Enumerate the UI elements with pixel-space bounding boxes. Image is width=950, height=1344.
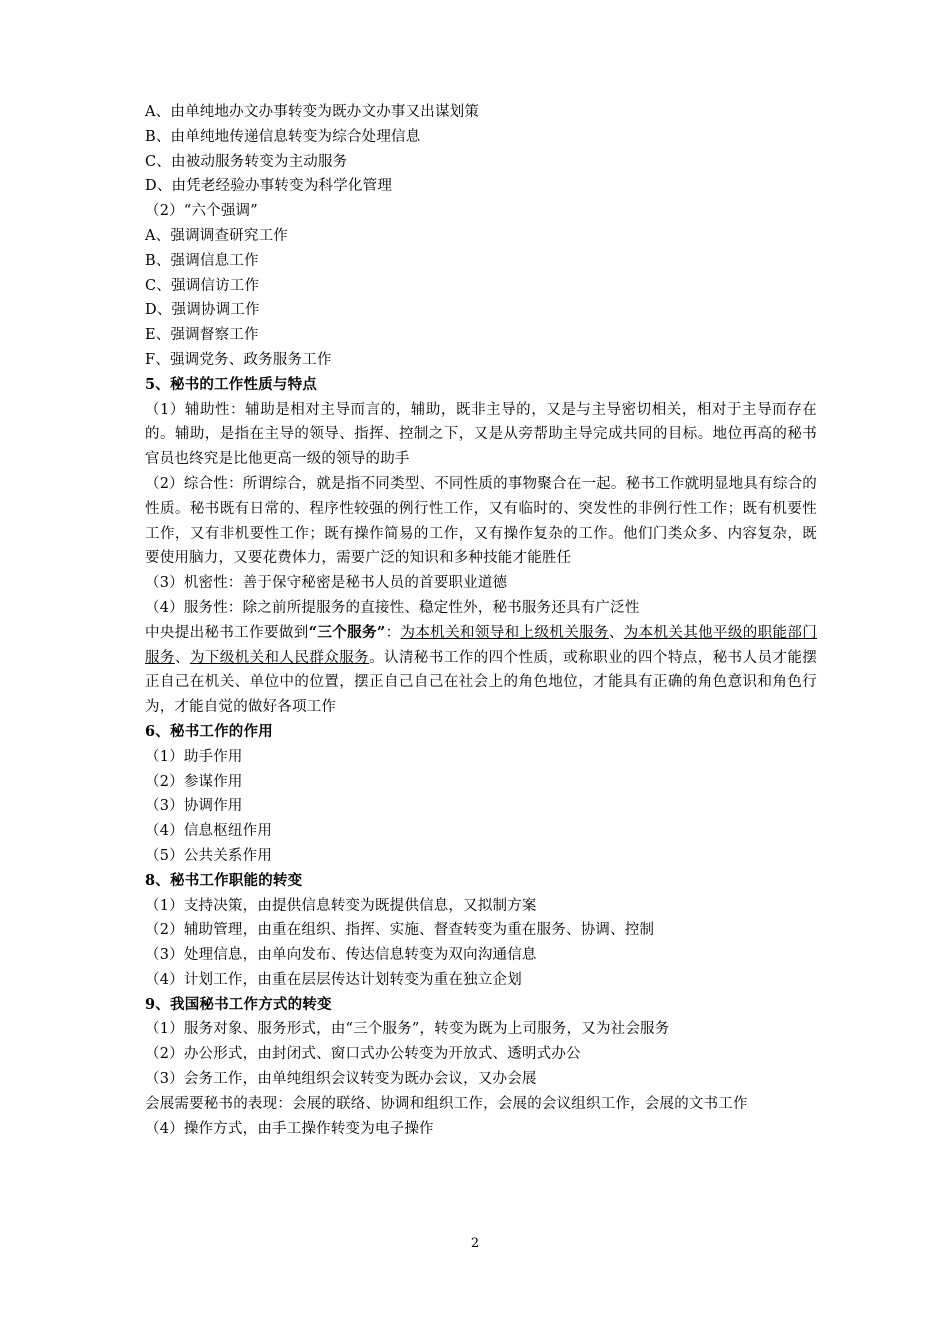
text-span: 、: [174, 649, 190, 666]
list-item: （3）协调作用: [145, 798, 243, 815]
text-line: B、由单纯地传递信息转变为综合处理信息: [145, 128, 421, 145]
text-line: F、强调党务、政务服务工作: [145, 351, 332, 368]
paragraph: 会展需要秘书的表现：会展的联络、协调和组织工作，会展的会议组织工作，会展的文书工作: [145, 1095, 748, 1112]
text-line: （2）“六个强调”: [145, 203, 258, 220]
list-item: （4）信息枢纽作用: [145, 823, 273, 840]
text-span: ：: [385, 624, 401, 641]
section-heading: 6、秘书工作的作用: [145, 722, 273, 740]
list-item: （1）支持决策，由提供信息转变为既提供信息，又拟制方案: [145, 897, 537, 914]
list-item: （5）公共关系作用: [145, 847, 273, 864]
page-content: [145, 100, 817, 1141]
paragraph: （3）机密性：善于保守秘密是秘书人员的首要职业道德: [145, 575, 508, 592]
paragraph: （2）综合性：所谓综合，就是指不同类型、不同性质的事物聚合在一起。秘书工作就明显地具有综合的性质。秘书既有日常的、程序性较强的例行性工作，又有临时的、突发性的非例行性工作；既有机要性工作，又有非机要性工作；既有操作简易的工作，又有操作复杂的工作。他们门类众多、内容复杂，既要使用脑力，又要花费体力，需要广泛的知识和多种技能才能胜任: [145, 475, 817, 567]
text-span: 、: [608, 624, 624, 641]
text-line: A、强调调查研究工作: [145, 227, 288, 244]
text-line: D、由凭老经验办事转变为科学化管理: [145, 178, 393, 195]
text-line: A、由单纯地办文办事转变为既办文办事又出谋划策: [145, 104, 480, 120]
underlined-term: 为本机关其他平级的职能部门服务: [145, 624, 817, 666]
list-item: （4）操作方式，由手工操作转变为电子操作: [145, 1120, 434, 1137]
list-item: （3）会务工作，由单纯组织会议转变为既办会议，又办会展: [145, 1071, 537, 1088]
text-line: C、由被动服务转变为主动服务: [145, 153, 348, 170]
paragraph: （4）服务性：除之前所提服务的直接性、稳定性外，秘书服务还具有广泛性: [145, 599, 640, 616]
list-item: （2）参谋作用: [145, 773, 243, 790]
section-heading: 9、我国秘书工作方式的转变: [145, 995, 332, 1013]
text-line: B、强调信息工作: [145, 252, 259, 269]
text-line: C、强调信访工作: [145, 277, 260, 294]
section-heading: 5、秘书的工作性质与特点: [145, 375, 317, 393]
underlined-term: 为本机关和领导和上级机关服务: [400, 624, 609, 641]
text-line: D、强调协调工作: [145, 302, 260, 319]
page-number: 2: [470, 1236, 480, 1251]
list-item: （4）计划工作，由重在层层传达计划转变为重在独立企划: [145, 971, 522, 988]
underlined-term: 为下级机关和人民群众服务: [189, 649, 370, 666]
paragraph: （1）辅助性：辅助是相对主导而言的，辅助，既非主导的，又是与主导密切相关，相对于主导而存在的。辅助，是指在主导的领导、指挥、控制之下，又是从旁帮助主导完成共同的目标。地位再高的秘书官员也终究是比他更高一级的领导的助手: [145, 401, 817, 468]
list-item: （1）助手作用: [145, 748, 243, 765]
section-heading: 8、秘书工作职能的转变: [145, 871, 303, 889]
three-services-paragraph: [145, 621, 817, 720]
list-item: （2）辅助管理，由重在组织、指挥、实施、督查转变为重在服务、协调、控制: [145, 922, 655, 939]
list-item: （2）办公形式，由封闭式、窗口式办公转变为开放式、透明式办公: [145, 1046, 581, 1063]
list-item: （1）服务对象、服务形式，由“三个服务”，转变为既为上司服务，又为社会服务: [145, 1021, 670, 1038]
bold-term: “三个服务”: [308, 623, 386, 641]
text-span: 。认清秘书工作的四个性质，或称职业的四个特点，秘书人员才能摆正自己在机关、单位中的位置，摆正自己自己在社会上的角色地位，才能具有正确的角色意识和角色行为，才能自觉的做好各项工作: [145, 649, 818, 716]
text-span: 中央提出秘书工作要做到: [145, 624, 309, 641]
list-item: （3）处理信息，由单向发布、传达信息转变为双向沟通信息: [145, 947, 537, 964]
text-line: E、强调督察工作: [145, 327, 259, 344]
